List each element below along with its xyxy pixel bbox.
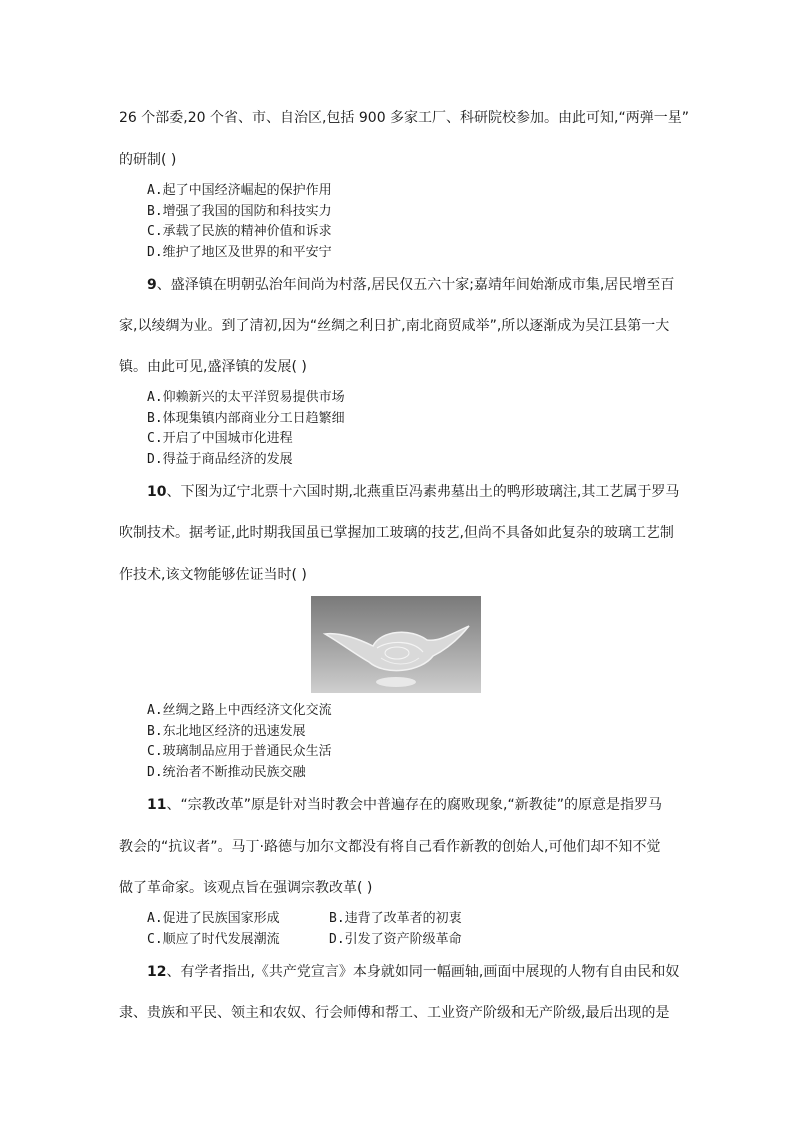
- q11-text-1: 、“宗教改革”原是针对当时教会中普遍存在的腐败现象,“新教徒”的原意是指罗马: [166, 797, 662, 813]
- q9-number: 9: [147, 277, 157, 293]
- q12-line-1: [147, 962, 679, 982]
- q10-option-c: C.玻璃制品应用于普通民众生活: [147, 744, 332, 759]
- intro-line-1: 26 个部委,20 个省、市、自治区,包括 900 多家工厂、科研院校参加。由此可知,“两弹一星”: [119, 110, 690, 126]
- q11-line-1: [147, 795, 662, 815]
- q10-line-2: 吹制技术。据考证,此时期我国虽已掌握加工玻璃的技艺,但尚不具备如此复杂的玻璃工艺制: [119, 525, 674, 541]
- q11-line-3: 做了革命家。该观点旨在强调宗教改革( ): [119, 880, 373, 896]
- q10-option-a: A.丝绸之路上中西经济文化交流: [147, 703, 332, 718]
- q9-text-1: 、盛泽镇在明朝弘治年间尚为村落,居民仅五六十家;嘉靖年间始渐成市集,居民增至百: [156, 277, 675, 293]
- q9-option-a: A.仰赖新兴的太平洋贸易提供市场: [147, 390, 345, 405]
- q11-line-2: 教会的“抗议者”。马丁·路德与加尔文都没有将自己看作新教的创始人,可他们却不知不觉: [119, 839, 661, 855]
- q12-text-1: 、有学者指出,《共产党宣言》本身就如同一幅画轴,画面中展现的人物有自由民和奴: [166, 964, 680, 980]
- q11-option-a: A.促进了民族国家形成: [147, 911, 280, 926]
- q8-option-c: C.承载了民族的精神价值和诉求: [147, 224, 332, 239]
- q9-line-1: [147, 275, 674, 295]
- duck-shaped-glass-vessel-photo: [311, 596, 481, 693]
- q10-option-d: D.统治者不断推动民族交融: [147, 765, 306, 780]
- q10-line-1: [147, 482, 679, 502]
- q11-option-c: C.顺应了时代发展潮流: [147, 932, 280, 947]
- q9-option-b: B.体现集镇内部商业分工日趋繁细: [147, 411, 345, 426]
- q10-text-1: 、下图为辽宁北票十六国时期,北燕重臣冯素弗墓出土的鸭形玻璃注,其工艺属于罗马: [166, 484, 680, 500]
- q10-option-b: B.东北地区经济的迅速发展: [147, 724, 306, 739]
- q10-line-3: 作技术,该文物能够佐证当时( ): [119, 567, 307, 583]
- q12-line-2: 隶、贵族和平民、领主和农奴、行会师傅和帮工、工业资产阶级和无产阶级,最后出现的是: [119, 1005, 670, 1021]
- glass-vessel-image: [311, 596, 481, 693]
- q11-option-b: B.违背了改革者的初衷: [329, 911, 462, 926]
- q9-option-d: D.得益于商品经济的发展: [147, 452, 293, 467]
- q12-number: 12: [147, 964, 167, 980]
- intro-line-2: 的研制( ): [119, 152, 177, 168]
- q8-option-a: A.起了中国经济崛起的保护作用: [147, 183, 332, 198]
- q9-line-2: 家,以绫绸为业。到了清初,因为“丝绸之利日扩,南北商贸咸举”,所以逐渐成为吴江县第一大: [119, 318, 670, 334]
- q11-option-d: D.引发了资产阶级革命: [329, 932, 462, 947]
- q9-option-c: C.开启了中国城市化进程: [147, 431, 293, 446]
- q8-option-d: D.维护了地区及世界的和平安宁: [147, 245, 332, 260]
- q10-number: 10: [147, 484, 167, 500]
- q9-line-3: 镇。由此可见,盛泽镇的发展( ): [119, 359, 307, 375]
- q8-option-b: B.增强了我国的国防和科技实力: [147, 204, 332, 219]
- q11-number: 11: [147, 797, 167, 813]
